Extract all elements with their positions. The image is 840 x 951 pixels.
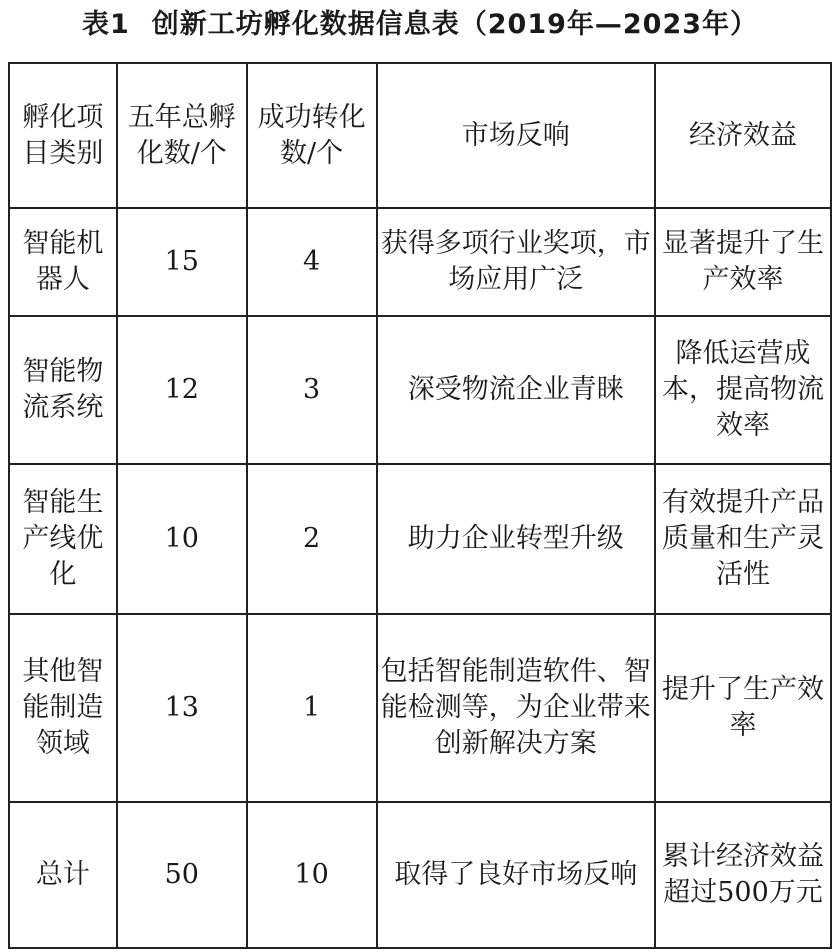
cell-economic-benefit: 提升了生产效率: [655, 614, 831, 802]
cell-market-response: 深受物流企业青睐: [377, 316, 656, 464]
cell-converted: 10: [247, 802, 377, 948]
cell-converted: 2: [247, 464, 377, 614]
table-row: [9, 614, 831, 802]
table-row-total: [9, 802, 831, 948]
cell-total-incubated: 10: [117, 464, 247, 614]
cell-market-response: 助力企业转型升级: [377, 464, 656, 614]
cell-total-incubated: 15: [117, 208, 247, 316]
cell-category: 其他智能制造领域: [9, 614, 117, 802]
header-category: 孵化项目类别: [9, 63, 117, 208]
incubation-data-table: [8, 62, 832, 949]
table-row: [9, 208, 831, 316]
cell-market-response: 取得了良好市场反响: [377, 802, 656, 948]
cell-total-incubated: 50: [117, 802, 247, 948]
cell-converted: 4: [247, 208, 377, 316]
cell-total-incubated: 12: [117, 316, 247, 464]
cell-market-response: 包括智能制造软件、智能检测等，为企业带来创新解决方案: [377, 614, 656, 802]
header-market-response: 市场反响: [377, 63, 656, 208]
header-converted: 成功转化数/个: [247, 63, 377, 208]
cell-market-response: 获得多项行业奖项，市场应用广泛: [377, 208, 656, 316]
cell-economic-benefit: 显著提升了生产效率: [655, 208, 831, 316]
cell-economic-benefit: 降低运营成本，提高物流效率: [655, 316, 831, 464]
cell-category: 智能机器人: [9, 208, 117, 316]
cell-category: 智能生产线优化: [9, 464, 117, 614]
header-economic-benefit: 经济效益: [655, 63, 831, 208]
cell-economic-benefit: 累计经济效益超过500万元: [655, 802, 831, 948]
table-title: 创新工坊孵化数据信息表（2019年—2023年）: [151, 9, 759, 40]
table-row: [9, 316, 831, 464]
table-number: 表1: [81, 9, 130, 40]
header-total-incubated: 五年总孵化数/个: [117, 63, 247, 208]
cell-total-incubated: 13: [117, 614, 247, 802]
cell-converted: 1: [247, 614, 377, 802]
table-header-row: [9, 63, 831, 208]
cell-category: 智能物流系统: [9, 316, 117, 464]
cell-economic-benefit: 有效提升产品质量和生产灵活性: [655, 464, 831, 614]
table-caption: [0, 6, 840, 44]
cell-converted: 3: [247, 316, 377, 464]
table-row: [9, 464, 831, 614]
cell-category: 总计: [9, 802, 117, 948]
